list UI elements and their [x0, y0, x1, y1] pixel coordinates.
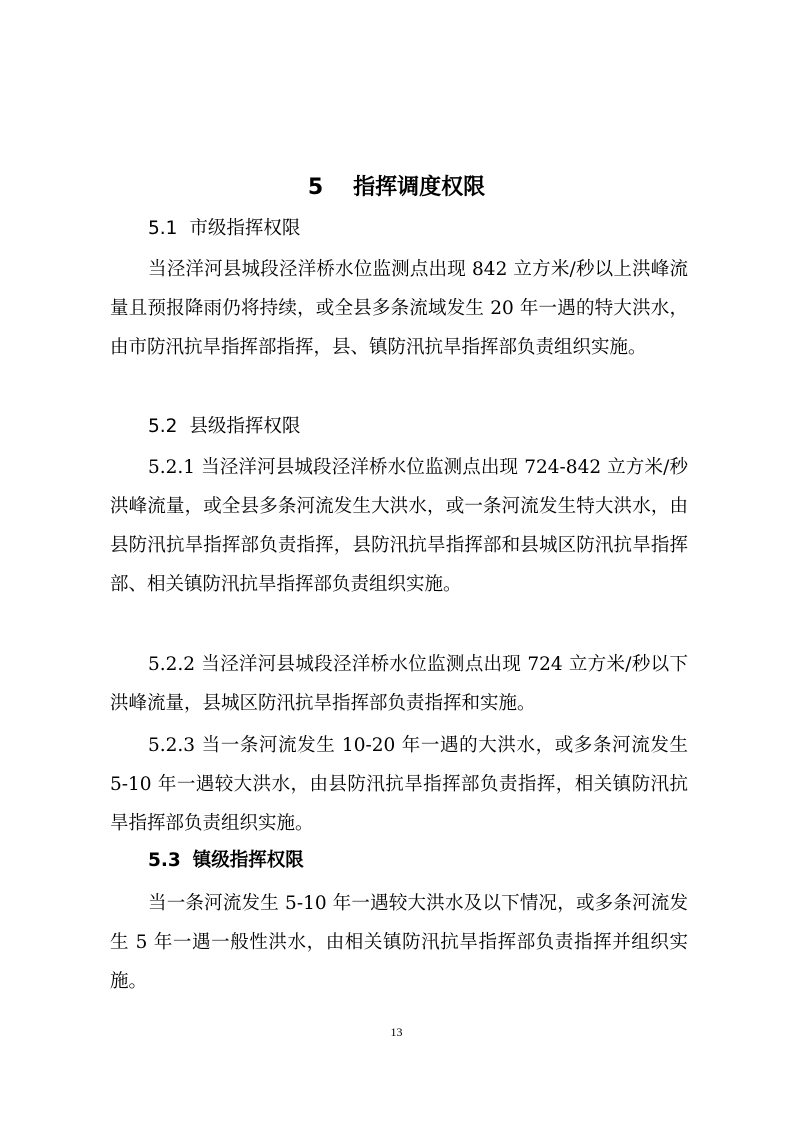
section-heading-5-1 — [148, 214, 300, 244]
section-heading-5-3 — [148, 846, 304, 876]
paragraph-5-1: 当泾洋河县城段泾洋桥水位监测点出现 842 立方米/秒以上洪峰流量且预报降雨仍将持续，或全县多条流域发生 20 年一遇的特大洪水，由市防汛抗旱指挥部指挥，县、镇防汛抗旱指挥部负责组织实施。 — [110, 259, 688, 358]
paragraph-5-3: 当一条河流发生 5-10 年一遇较大洪水及以下情况，或多条河流发生 5 年一遇一般性洪水，由相关镇防汛抗旱指挥部负责指挥并组织实施。 — [110, 893, 688, 992]
chapter-number: 5 — [307, 175, 324, 200]
section-number: 5.2 — [148, 416, 178, 437]
paragraph-5-2-1: 5.2.1 当泾洋河县城段泾洋桥水位监测点出现 724-842 立方米/秒洪峰流量，或全县多条河流发生大洪水，或一条河流发生特大洪水，由县防汛抗旱指挥部负责指挥，县防汛抗旱指挥部和县城区防汛抗旱指挥部、相关镇防汛抗旱指挥部负责组织实施。 — [110, 457, 688, 595]
section-number: 5.1 — [148, 218, 178, 239]
paragraph-5-2-3: 5.2.3 当一条河流发生 10-20 年一遇的大洪水，或多条河流发生 5-10 年一遇较大洪水，由县防汛抗旱指挥部负责指挥，相关镇防汛抗旱指挥部负责组织实施。 — [110, 735, 688, 834]
chapter-title: 指挥调度权限 — [353, 175, 486, 200]
section-heading-5-2 — [148, 412, 300, 442]
section-title: 市级指挥权限 — [189, 218, 301, 239]
section-title: 镇级指挥权限 — [192, 850, 304, 871]
page-number: 13 — [390, 1025, 403, 1039]
paragraph-5-2-2: 5.2.2 当泾洋河县城段泾洋桥水位监测点出现 724 立方米/秒以下洪峰流量，县城区防汛抗旱指挥部负责指挥和实施。 — [110, 654, 688, 714]
chapter-heading — [0, 170, 793, 206]
section-number: 5.3 — [148, 850, 181, 871]
section-title: 县级指挥权限 — [189, 416, 301, 437]
